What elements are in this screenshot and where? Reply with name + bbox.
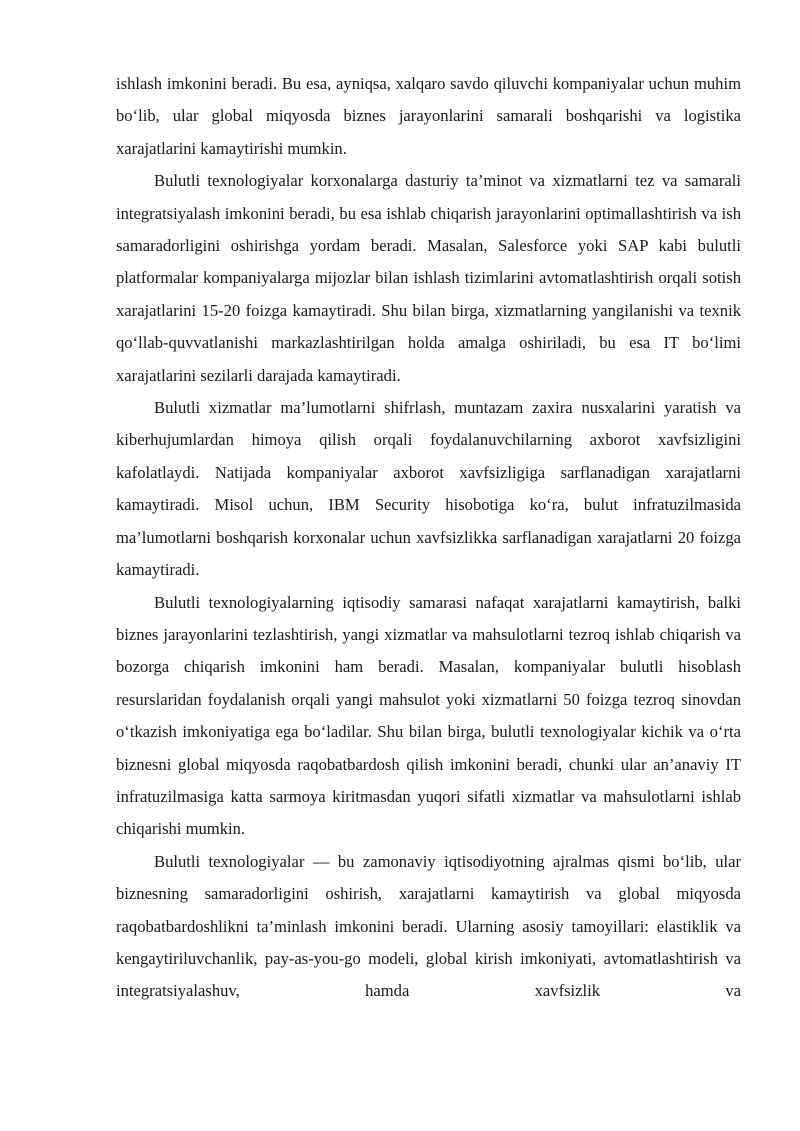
paragraph-2: Bulutli texnologiyalar korxonalarga dasturiy ta’minot va xizmatlarni tez va samarali integratsiyalash imkonini beradi, bu esa ishlab chiqarish jarayonlarini optimallashtirish va ish samaradorligini oshirishga yordam beradi. Masalan, Salesforce yoki SAP kabi bulutli platformalar kompaniyalarga mijozlar bilan ishlash tizimlarini avtomatlashtirish orqali sotish xarajatlarini 15-20 foizga kamaytiradi. Shu bilan birga, xizmatlarning yangilanishi va texnik qo‘llab-quvvatlanishi markazlashtirilgan holda amalga oshiriladi, bu esa IT bo‘limi xarajatlarini sezilarli darajada kamaytiradi. bbox=[116, 171, 741, 385]
paragraph-5: Bulutli texnologiyalar — bu zamonaviy iqtisodiyotning ajralmas qismi bo‘lib, ular biznesning samaradorligini oshirish, xarajatlarni kamaytirish va global miqyosda raqobatbardoshlikni ta’minlash imkonini beradi. Ularning asosiy tamoyillari: elastiklik va kengaytiriluvchanlik, pay-as-you-go modeli, global kirish imkoniyati, avtomatlashtirish va integratsiyalashuv, hamda xavfsizlik va bbox=[116, 851, 741, 1001]
document-page bbox=[116, 68, 741, 1008]
paragraph-1: ishlash imkonini beradi. Bu esa, ayniqsa, xalqaro savdo qiluvchi kompaniyalar uchun muhim bo‘lib, ular global miqyosda biznes jarayonlarini samarali boshqarishi va logistika xarajatlarini kamaytirishi mumkin. bbox=[116, 74, 741, 158]
paragraph-3: Bulutli xizmatlar ma’lumotlarni shifrlash, muntazam zaxira nusxalarini yaratish va kiberhujumlardan himoya qilish orqali foydalanuvchilarning axborot xavfsizligini kafolatlaydi. Natijada kompaniyalar axborot xavfsizligiga sarflanadigan xarajatlarni kamaytiradi. Misol uchun, IBM Security hisobotiga ko‘ra, bulut infratuzilmasida ma’lumotlarni boshqarish korxonalar uchun xavfsizlikka sarflanadigan xarajatlarni 20 foizga kamaytiradi. bbox=[116, 398, 741, 580]
paragraph-4: Bulutli texnologiyalarning iqtisodiy samarasi nafaqat xarajatlarni kamaytirish, balki biznes jarayonlarini tezlashtirish, yangi xizmatlar va mahsulotlarni tezroq ishlab chiqarish va bozorga chiqarish imkonini ham beradi. Masalan, kompaniyalar bulutli hisoblash resurslaridan foydalanish orqali yangi mahsulot yoki xizmatlarni 50 foizga tezroq sinovdan o‘tkazish imkoniyatiga ega bo‘ladilar. Shu bilan birga, bulutli texnologiyalar kichik va o‘rta biznesni global miqyosda raqobatbardosh qilish imkonini beradi, chunki ular an’anaviy IT infratuzilmasiga katta sarmoya kiritmasdan yuqori sifatli xizmatlar va mahsulotlarni ishlab chiqarishi mumkin. bbox=[116, 592, 741, 839]
